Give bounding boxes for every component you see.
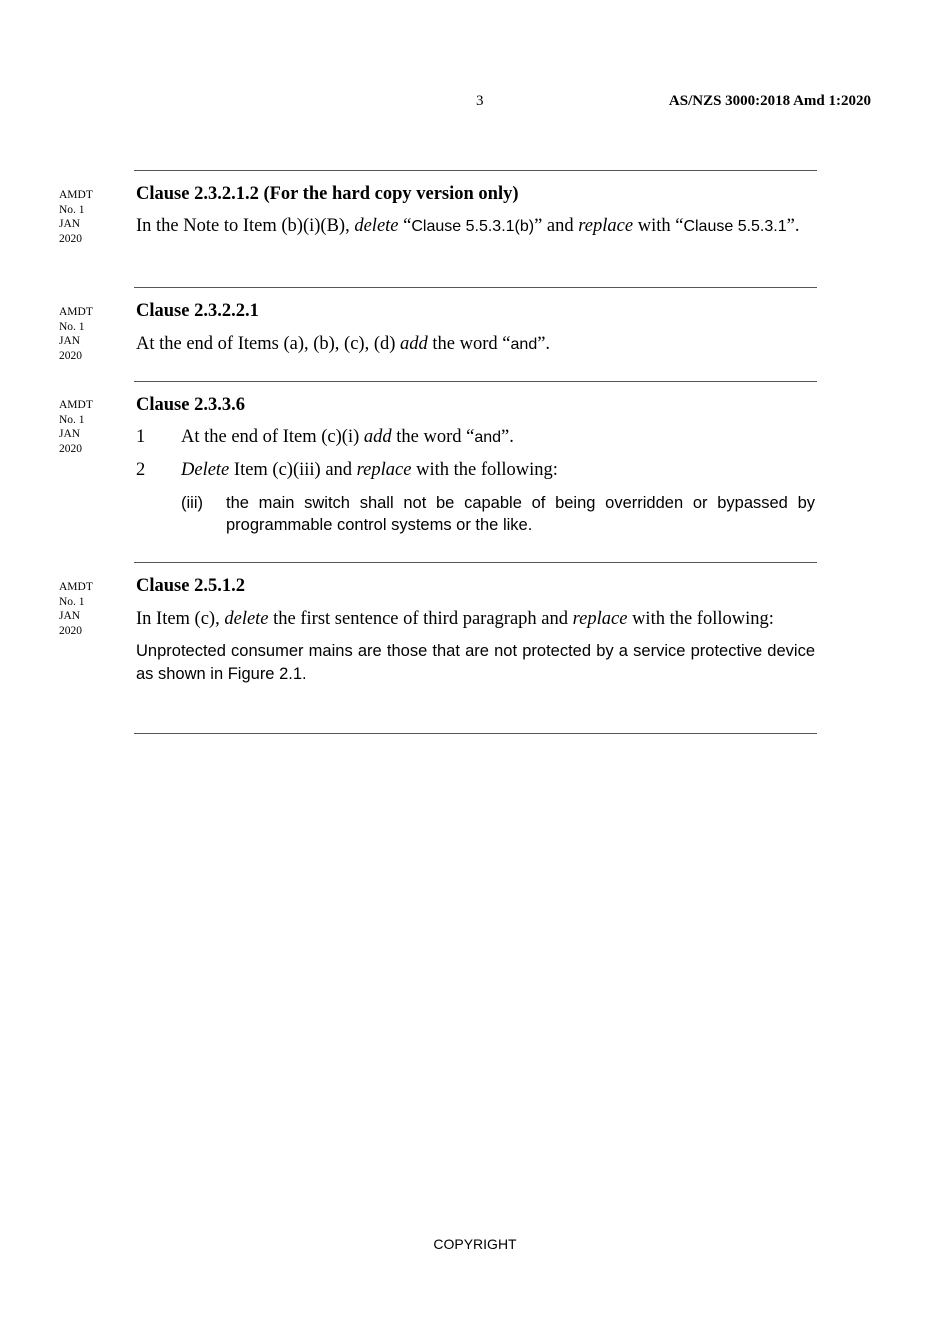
amendment-marker: AMDT No. 1 JAN 2020: [59, 581, 93, 637]
section-divider: [134, 170, 817, 171]
section-divider: [134, 562, 817, 563]
numbered-item: 2 Delete Item (c)(iii) and replace with the following:: [136, 460, 558, 480]
amendment-marker: AMDT No. 1 JAN 2020: [59, 306, 93, 362]
clause-section: [136, 575, 815, 686]
numbered-item: 1 At the end of Item (c)(i) add the word “and”.: [136, 427, 514, 447]
section-divider: [134, 381, 817, 382]
clause-heading: Clause 2.3.3.6: [136, 395, 245, 415]
clause-paragraph: In Item (c), delete the first sentence of third paragraph and replace with the following:: [136, 609, 774, 629]
clause-section: [136, 394, 815, 536]
page-number: 3: [476, 93, 484, 109]
standard-reference: AS/NZS 3000:2018 Amd 1:2020: [668, 93, 871, 109]
section-divider: [134, 733, 817, 734]
clause-section: [136, 183, 815, 238]
clause-paragraph: At the end of Items (a), (b), (c), (d) add the word “and”.: [136, 334, 551, 354]
clause-paragraph: In the Note to Item (b)(i)(B), delete “Clause 5.5.3.1(b)” and replace with “Clause 5.5.3.1”.: [136, 216, 800, 236]
clause-heading: Clause 2.5.1.2: [136, 576, 245, 596]
copyright-footer: COPYRIGHT: [433, 1236, 517, 1252]
amendment-marker: AMDT No. 1 JAN 2020: [59, 399, 93, 455]
clause-heading: Clause 2.3.2.2.1: [136, 301, 259, 321]
clause-section: [136, 300, 815, 356]
amendment-marker: AMDT No. 1 JAN 2020: [59, 189, 93, 245]
clause-heading: Clause 2.3.2.1.2 (For the hard copy version only): [136, 184, 519, 204]
sub-item: (iii) the main switch shall not be capable of being overridden or bypassed by programmable control systems or the like.: [181, 494, 815, 534]
section-divider: [134, 287, 817, 288]
replacement-text: Unprotected consumer mains are those that are not protected by a service protective device as shown in Figure 2.1.: [136, 642, 815, 683]
